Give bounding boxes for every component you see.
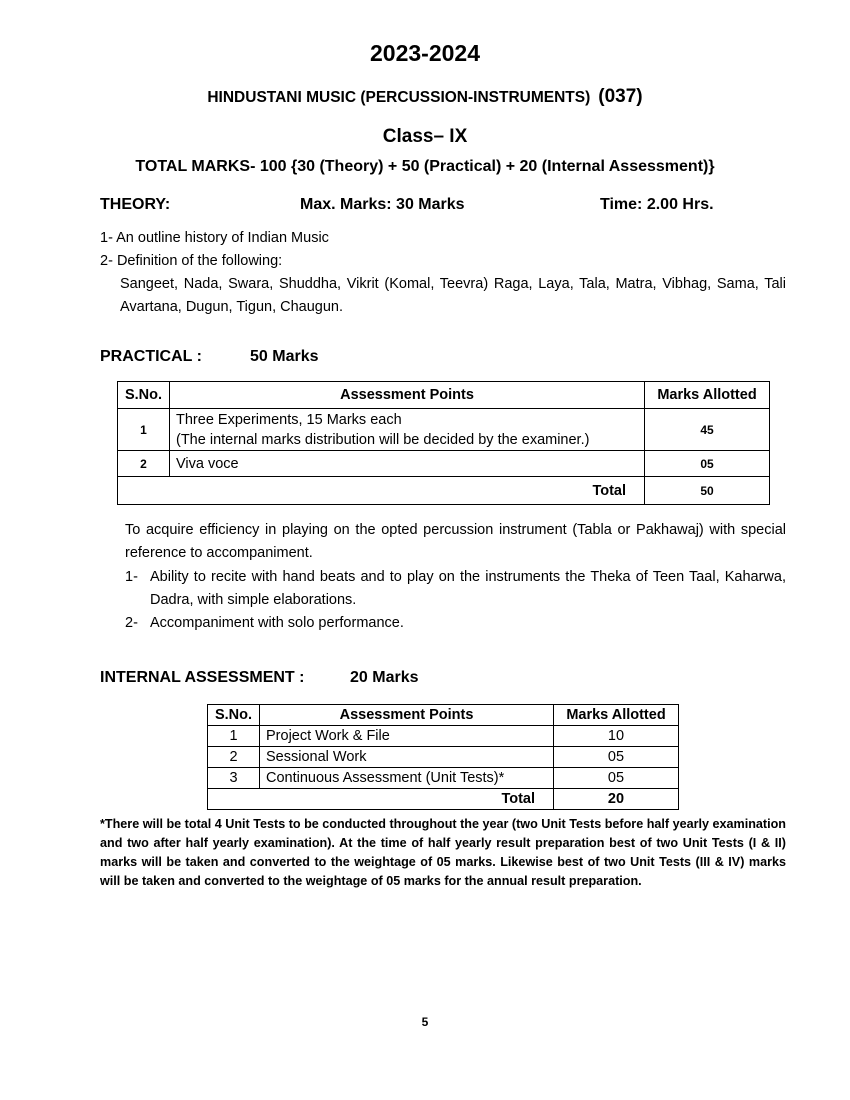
col-header-marks: Marks Allotted: [554, 705, 679, 726]
practical-table: [117, 381, 770, 505]
cell-marks: 05: [554, 768, 679, 789]
table-row: [208, 726, 679, 747]
theory-item-1-text: An outline history of Indian Music: [116, 230, 329, 246]
practical-item-1-text: Ability to recite with hand beats and to play on the instruments the Theka of Teen Taal, Kaharwa, Dadra, with simple elaborations.: [150, 569, 786, 608]
cell-marks: 10: [554, 726, 679, 747]
total-value: 20: [554, 789, 679, 810]
table-total-row: [118, 477, 770, 505]
cell-marks: 45: [645, 409, 770, 451]
cell-sno: 1: [118, 409, 170, 451]
cell-sno: 2: [208, 747, 260, 768]
col-header-marks: Marks Allotted: [645, 382, 770, 409]
col-header-points: Assessment Points: [260, 705, 554, 726]
col-header-sno: S.No.: [208, 705, 260, 726]
cell-point: Viva voce: [170, 451, 645, 477]
page-number: 5: [421, 1015, 429, 1029]
internal-marks: 20 Marks: [350, 669, 419, 686]
col-header-sno: S.No.: [118, 382, 170, 409]
total-label: Total: [208, 789, 554, 810]
cell-marks: 05: [554, 747, 679, 768]
cell-sno: 1: [208, 726, 260, 747]
table-total-row: [208, 789, 679, 810]
practical-item-2-text: Accompaniment with solo performance.: [150, 615, 404, 631]
table-row: [118, 409, 770, 451]
theory-header: [100, 196, 800, 218]
theory-label: THEORY:: [100, 196, 171, 213]
practical-item-2-num: 2-: [125, 615, 138, 631]
table-row: [208, 768, 679, 789]
internal-table: [207, 704, 679, 810]
practical-label: PRACTICAL :: [100, 348, 202, 365]
theory-item-1: [100, 227, 329, 250]
internal-label: INTERNAL ASSESSMENT :: [100, 669, 305, 686]
theory-item-2: [100, 250, 282, 273]
theory-item-1-num: 1-: [100, 230, 113, 246]
cell-sno: 2: [118, 451, 170, 477]
theory-time: Time: 2.00 Hrs.: [600, 196, 714, 213]
academic-year: 2023-2024: [370, 40, 480, 66]
practical-item-1-num: 1-: [125, 569, 138, 585]
cell-sno: 3: [208, 768, 260, 789]
total-value: 50: [645, 477, 770, 505]
cell-point: Sessional Work: [260, 747, 554, 768]
theory-definitions: Sangeet, Nada, Swara, Shuddha, Vikrit (Komal, Teevra) Raga, Laya, Tala, Matra, Vibhag, Sama, Tali Avartana, Dugun, Tigun, Chaugun.: [120, 276, 786, 315]
cell-marks: 05: [645, 451, 770, 477]
theory-item-2-text: Definition of the following:: [116, 253, 283, 269]
class-label: Class– IX: [382, 126, 468, 147]
cell-point-line1: Three Experiments, 15 Marks each: [176, 411, 402, 428]
cell-point: [170, 409, 645, 451]
table-row: [118, 451, 770, 477]
table-header-row: [118, 382, 770, 409]
subject-code: (037): [598, 86, 643, 107]
cell-point-line2: (The internal marks distribution will be decided by the examiner.): [176, 431, 590, 448]
cell-point: Continuous Assessment (Unit Tests)*: [260, 768, 554, 789]
practical-marks: 50 Marks: [250, 348, 319, 365]
total-label: Total: [118, 477, 645, 505]
theory-item-2-num: 2-: [100, 253, 113, 269]
unit-tests-footnote: *There will be total 4 Unit Tests to be conducted throughout the year (two Unit Tests before half yearly examination and two after half yearly examination). At the time of half yearly result preparation best of two Unit Tests (I & II) marks will be taken and converted to the weightage of 05 marks. Likewise best of two Unit Tests (III & IV) marks will be taken and converted to the weightage of 05 marks for the annual result preparation.: [100, 817, 786, 888]
theory-max-marks: Max. Marks: 30 Marks: [300, 196, 465, 213]
table-row: [208, 747, 679, 768]
col-header-points: Assessment Points: [170, 382, 645, 409]
table-header-row: [208, 705, 679, 726]
total-marks: TOTAL MARKS- 100 {30 (Theory) + 50 (Practical) + 20 (Internal Assessment)}: [135, 158, 715, 175]
subject-title: [0, 86, 850, 108]
subject-name: HINDUSTANI MUSIC (PERCUSSION-INSTRUMENTS): [207, 89, 591, 106]
practical-intro: To acquire efficiency in playing on the opted percussion instrument (Tabla or Pakhawaj) with special reference to accompaniment.: [125, 522, 786, 561]
cell-point: Project Work & File: [260, 726, 554, 747]
